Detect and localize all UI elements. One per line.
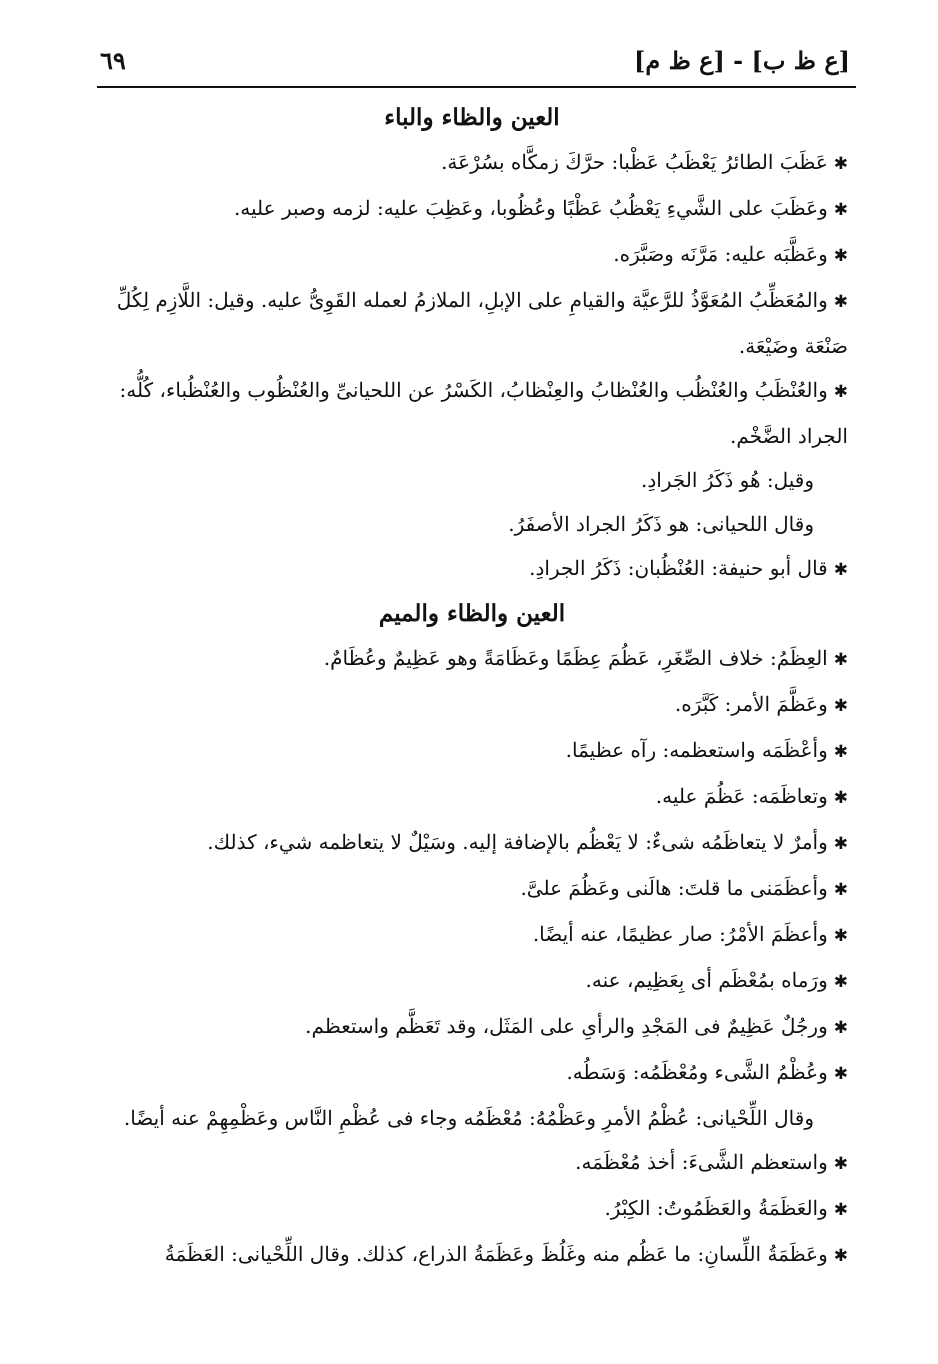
entry-star-icon: ✱ <box>833 292 848 312</box>
entry-text: والعَظَمَةُ والعَظَمُوتُ: الكِبْرُ. <box>604 1196 828 1220</box>
entry-text: وعَظَّبَه عليه: مَرَّنَه وصَبَّرَه. <box>613 242 828 266</box>
entry-star-icon: ✱ <box>833 1200 848 1220</box>
entry-text: وأعظَمَ الأمْرُ: صار عظيمًا، عنه أيضًا. <box>532 922 828 946</box>
dictionary-entry <box>88 368 856 458</box>
dictionary-entry <box>88 912 856 958</box>
dictionary-entry <box>88 820 856 866</box>
entry-star-icon: ✱ <box>833 742 848 762</box>
entry-text: وقال اللِّحْيانى: عُظْمُ الأمرِ وعَظْمُهُ: مُعْظَمُه وجاء فى عُظْمِ النَّاس وعَظْمِهِمْ عنه أيضًا. <box>123 1106 814 1130</box>
section-heading: العين والظاء والباء <box>384 104 560 131</box>
entry-text: ورجُلٌ عَظِيمٌ فى المَجْدِ والرأىِ على المَثَل، وقد تَعَظَّم واستعظم. <box>305 1014 828 1038</box>
dictionary-entry <box>88 278 856 368</box>
dictionary-entry <box>88 1186 856 1232</box>
dictionary-entry <box>88 1004 856 1050</box>
entry-star-icon: ✱ <box>833 200 848 220</box>
entry-text: واستعظم الشَّىءَ: أخذ مُعْظَمَه. <box>575 1150 828 1174</box>
entry-star-icon: ✱ <box>833 650 848 670</box>
entry-star-icon: ✱ <box>833 560 848 580</box>
dictionary-entry <box>88 1232 856 1278</box>
entry-text: عَظَبَ الطائرُ يَعْظَبُ عَظْبا: حرَّكَ زمكَّاه بسُرْعَة. <box>441 150 828 174</box>
entry-star-icon: ✱ <box>833 972 848 992</box>
entry-star-icon: ✱ <box>833 246 848 266</box>
dictionary-entry <box>88 728 856 774</box>
dictionary-entry <box>88 958 856 1004</box>
entry-text: والمُعَظِّبُ المُعَوَّذُ للرَّعيَّة والقيامِ على الإبلِ، الملازمُ لعمله القَوِىُّ عليه. وقيل: اللَّازِم لِكُلِّ صَنْعَة وضَيْعَة. <box>116 288 848 358</box>
entry-star-icon: ✱ <box>833 788 848 808</box>
entry-star-icon: ✱ <box>833 834 848 854</box>
running-head <box>100 44 850 84</box>
entry-text: قال أبو حنيفة: العُنْظُبان: ذَكَرُ الجرادِ. <box>529 556 828 580</box>
entry-text: وأعْظَمَه واستعظمه: رآه عظيمًا. <box>565 738 828 762</box>
entry-star-icon: ✱ <box>833 1064 848 1084</box>
entry-text: وتعاظَمَه: عَظُمَ عليه. <box>655 784 828 808</box>
entry-text: وعَظَمَةُ اللِّسانِ: ما عَظُم منه وغَلُظَ وعَظَمَةُ الذراع، كذلك. وقال اللِّحْيانى: العَظَمَةُ <box>164 1242 828 1266</box>
entry-text: والعُنْظَبُ والعُنْظُب والعُنْظابُ والعِنْظابُ، الكَسْرُ عن اللحيانىِّ والعُنْظُوب والعُنْظُباء، كُلُّه: الجراد الضَّخْم. <box>119 378 848 448</box>
entry-star-icon: ✱ <box>833 926 848 946</box>
section-heading: العين والظاء والميم <box>378 600 566 627</box>
entry-text: وقيل: هُو ذَكَرُ الجَرادِ. <box>641 468 814 492</box>
dictionary-entry <box>88 1050 856 1096</box>
dictionary-entry <box>88 636 856 682</box>
entry-text: وأعظَمَنى ما قلتَ: هالَنى وعَظُمَ علىَّ. <box>520 876 828 900</box>
entry-star-icon: ✱ <box>833 154 848 174</box>
entry-text: ورَماه بمُعْظَم أى بِعَظِيم، عنه. <box>585 968 828 992</box>
dictionary-entry <box>88 186 856 232</box>
section-code: [ع ظ ب] - [ع ظ م] <box>634 46 850 75</box>
dictionary-entry <box>88 502 856 546</box>
dictionary-entry <box>88 140 856 186</box>
dictionary-entry <box>88 866 856 912</box>
dictionary-entry <box>88 232 856 278</box>
dictionary-entry <box>88 774 856 820</box>
dictionary-entry <box>88 458 856 502</box>
entry-text: العِظَمُ: خلاف الصِّغَرِ، عَظُمَ عِظَمًا وعَظَامَةً وهو عَظِيمٌ وعُظَامٌ. <box>323 646 828 670</box>
page-body <box>88 96 856 1278</box>
entry-text: وعُظْمُ الشَّىء ومُعْظَمُه: وَسَطُه. <box>566 1060 828 1084</box>
entry-star-icon: ✱ <box>833 1246 848 1266</box>
entry-star-icon: ✱ <box>833 1154 848 1174</box>
entry-star-icon: ✱ <box>833 696 848 716</box>
entry-text: وعَظَّمَ الأمر: كَبَّرَه. <box>674 692 828 716</box>
entry-text: وأمرٌ لا يتعاظَمُه شىءٌ: لا يَعْظُم بالإضافة إليه. وسَيْلٌ لا يتعاظمه شيء، كذلك. <box>207 830 828 854</box>
entry-text: وعَظَبَ على الشَّيءِ يَعْظُبُ عَظْبًا وعُظُوبا، وعَظِبَ عليه: لزمه وصبر عليه. <box>233 196 828 220</box>
entry-star-icon: ✱ <box>833 1018 848 1038</box>
entry-star-icon: ✱ <box>833 880 848 900</box>
entry-star-icon: ✱ <box>833 382 848 402</box>
dictionary-entry <box>88 1096 856 1140</box>
dictionary-entry <box>88 682 856 728</box>
dictionary-entry <box>88 546 856 592</box>
dictionary-entry <box>88 1140 856 1186</box>
header-divider <box>97 86 856 88</box>
page-number: ٦٩ <box>100 46 126 75</box>
entry-text: وقال اللحيانى: هو ذَكَرُ الجراد الأصفَرُ. <box>508 512 814 536</box>
